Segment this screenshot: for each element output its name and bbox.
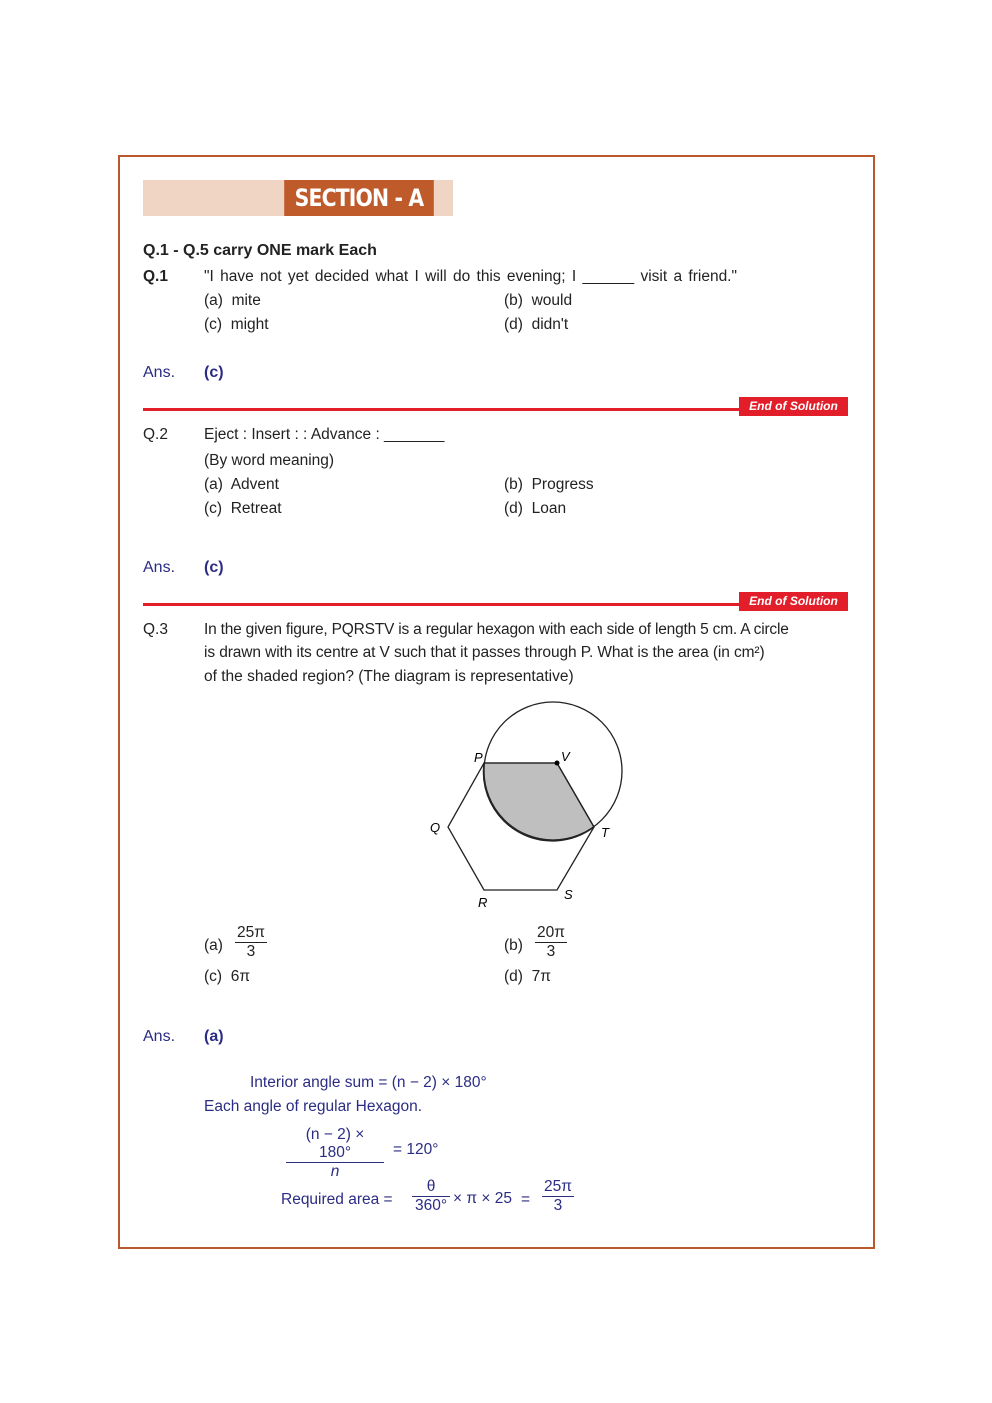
q3-option-d xyxy=(504,968,551,986)
numerator: (n − 2) × 180° xyxy=(286,1126,384,1163)
required-area-label: Required area = xyxy=(281,1191,393,1208)
option-text: mite xyxy=(231,292,261,309)
solution-line1: Interior angle sum = (n − 2) × 180° xyxy=(250,1074,487,1091)
option-key: (d) xyxy=(504,500,523,517)
option-text: 6π xyxy=(230,968,251,985)
result-fraction xyxy=(542,1178,574,1215)
solution-line2: Each angle of regular Hexagon. xyxy=(204,1098,423,1115)
option-text: Retreat xyxy=(230,500,282,517)
option-text: 7π xyxy=(531,968,551,985)
numerator: 20π xyxy=(537,924,565,941)
option-key: (c) xyxy=(204,316,223,333)
denominator: 3 xyxy=(553,1197,563,1214)
denominator: 3 xyxy=(246,943,256,960)
q3-option-b-fraction xyxy=(535,924,567,961)
equals-sign: = xyxy=(521,1191,531,1208)
option-text: didn't xyxy=(531,316,569,333)
q3-text-line1: In the given figure, PQRSTV is a regular hexagon with each side of length 5 cm. A circle xyxy=(204,621,789,638)
option-text: Loan xyxy=(531,500,567,517)
option-key: (b) xyxy=(504,292,523,309)
label-p: P xyxy=(474,750,483,765)
q3-option-b-key: (b) xyxy=(504,937,523,954)
q1-answer: (c) xyxy=(204,364,224,381)
option-key: (a) xyxy=(204,292,223,309)
section-title: SECTION - A xyxy=(284,180,434,216)
label-s: S xyxy=(564,887,573,902)
q3-text-line3: of the shaded region? (The diagram is representative) xyxy=(204,668,574,685)
q3-answer: (a) xyxy=(204,1028,224,1045)
option-key: (d) xyxy=(504,968,523,985)
area-multiplier: × π × 25 xyxy=(453,1190,512,1207)
q1-text: "I have not yet decided what I will do this evening; I ______ visit a friend." xyxy=(204,268,737,285)
denominator: 360° xyxy=(414,1197,448,1214)
q3-text-line2: is drawn with its centre at V such that it passes through P. What is the area (in cm²) xyxy=(204,644,765,661)
option-key: (a) xyxy=(204,476,223,493)
end-of-solution-badge: End of Solution xyxy=(739,592,848,611)
q3-ans-label: Ans. xyxy=(143,1028,176,1045)
option-key: (b) xyxy=(504,476,523,493)
centre-point xyxy=(555,761,560,766)
end-of-solution-badge: End of Solution xyxy=(739,397,848,416)
q1-ans-label: Ans. xyxy=(143,364,176,381)
label-t: T xyxy=(601,825,609,840)
option-text: Advent xyxy=(230,476,279,493)
option-text: would xyxy=(531,292,573,309)
q2-subtext: (By word meaning) xyxy=(204,452,335,469)
q2-ans-label: Ans. xyxy=(143,559,176,576)
angle-result: = 120° xyxy=(393,1141,439,1158)
q2-text: Eject : Insert : : Advance : _______ xyxy=(204,426,445,443)
option-key: (c) xyxy=(204,500,223,517)
q3-option-c xyxy=(204,968,250,986)
label-q: Q xyxy=(430,820,441,835)
numerator: 25π xyxy=(237,924,265,941)
q2-answer: (c) xyxy=(204,559,224,576)
q1-number: Q.1 xyxy=(143,268,168,285)
shaded-region xyxy=(483,763,594,841)
q3-option-a-key: (a) xyxy=(204,937,223,954)
q3-number: Q.3 xyxy=(143,621,168,638)
label-r: R xyxy=(478,895,488,910)
denominator: 3 xyxy=(546,943,556,960)
option-key: (c) xyxy=(204,968,223,985)
denominator: n xyxy=(330,1163,340,1180)
label-v: V xyxy=(561,749,570,764)
theta-fraction xyxy=(412,1178,450,1215)
option-key: (d) xyxy=(504,316,523,333)
instructions: Q.1 - Q.5 carry ONE mark Each xyxy=(143,242,377,259)
numerator: θ xyxy=(412,1178,450,1197)
option-text: might xyxy=(230,316,269,333)
q2-number: Q.2 xyxy=(143,426,168,443)
numerator: 25π xyxy=(544,1178,572,1195)
option-text: Progress xyxy=(531,476,594,493)
q3-option-a-fraction xyxy=(235,924,267,961)
angle-fraction xyxy=(286,1126,384,1181)
